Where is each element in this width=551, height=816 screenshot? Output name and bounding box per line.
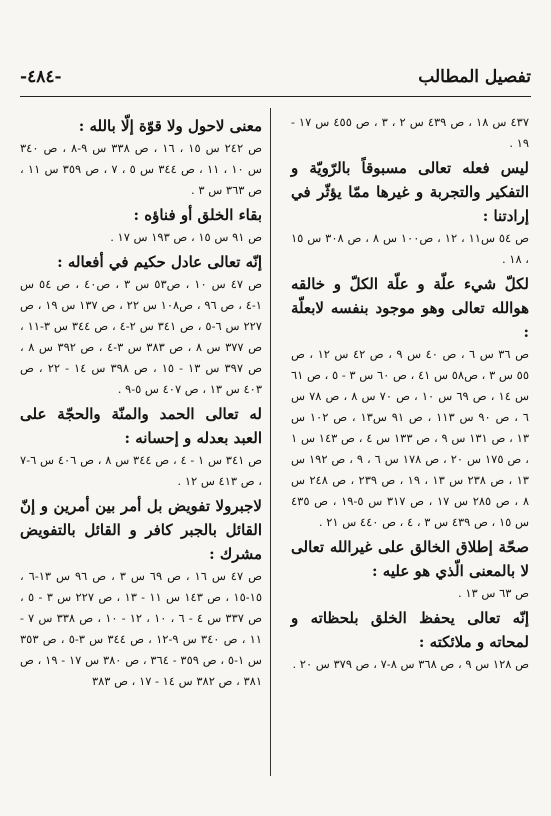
- page-references: ص ٥٤ س١١ ، ١٢ ، ص١٠٠ س ٨ ، ص ٣٠٨ س ١٥ ، ١٨ .: [291, 231, 529, 266]
- page-references: ٤٣٧ س ١٨ ، ص ٤٣٩ س ٢ ، ٣ ، ص ٤٥٥ س ١٧ - ١٩ .: [291, 115, 530, 150]
- page-references: ص ٣٦ س ٦ ، ص ٤٠ س ٩ ، ص ٤٢ س ١٢ ، ص ٥٥ س ٣ ، ص٥٨ س ٤١ ، ص ٦٠ س ٣ - ٥ ، ص ٦١ س ١٤ ، ص ٦٩ س ١٠ ، ص ٧٠ س ٨ ، ص ٧٨ س ٦ ، ص ٩٠ س ١١٣ ، ص ٩١ س١٣ ، ص ١٠٢ س ١٣ ، ص ١٣١ س ٩ ، ص ١٣٣ س ٤ ، ص ١٤٣ س ١ ، ص ١٧٥ س ٢٠ ، ص ١٧٨ س ٦ ، ٩ ، ص ١٩٢ س ١٣ ، ص ٢٣٨ س ١٣ ، ١٩ ، ص ٢٣٩ ، ص ٢٤٨ س ٨ ، ص ٢٨٥ س ١٧ ، ص ٣١٧ س ٥-١٩ ، ص ٤٣٥ س ١٥ ، ص ٤٣٩ س ٣ ، ٤ ، ص ٤٤٠ س ٢١ .: [291, 347, 530, 529]
- left-column: [20, 112, 262, 694]
- topic-heading: لكلّ شيء علّة و علّة الكلّ و خالقه هوالله تعالى وهو موجود بنفسه لابعلّة :: [291, 275, 529, 341]
- page-references: ص ٣٤١ س ١ - ٤ ، ص ٣٤٤ س ٨ ، ص ٤٠٦ س ٦-٧ ، ص ٤١٣ س ١٢ .: [20, 453, 262, 488]
- index-entry: [20, 114, 262, 201]
- topic-heading: إنّه تعالى عادل حكيم في أفعاله :: [57, 253, 262, 271]
- column-divider: [270, 108, 271, 776]
- header-rule: [20, 96, 531, 97]
- page-references: ص ٦٣ س ١٣ .: [458, 586, 529, 600]
- topic-heading: له تعالى الحمد والمنّة والحجّة على العبد بعدله و إحسانه :: [20, 405, 262, 447]
- page-references: ص ١٢٨ س ٩ ، ص ٣٦٨ س ٨-٧ ، ص ٣٧٩ س ٢٠ .: [292, 657, 529, 671]
- page-references: ص ٢٤٢ س ١٥ ، ١٦ ، ص ٣٣٨ س ٩-٨ ، ص ٣٤٠ س ١٠ ، ١١ ، ص ٣٤٤ س ٥ ، ٧ ، ص ٣٥٩ س ١١ ، ص ٣٦٣ س ٣ .: [20, 141, 262, 197]
- index-entry: [20, 203, 262, 248]
- index-entry: [291, 272, 529, 533]
- topic-heading: معنى لاحول ولا قوّة إلّا بالله :: [78, 117, 262, 135]
- page-header: [20, 60, 531, 94]
- page-number: -٤٨٤-: [20, 67, 62, 87]
- topic-heading: ليس فعله تعالى مسبوقاً بالرّويّة و التفكير والتجربة و غيرها ممّا يؤثّر في إرادتنا :: [291, 159, 529, 225]
- page-title: تفصيل المطالب: [418, 67, 531, 87]
- index-entry: [20, 494, 262, 692]
- page-references: ص ٤٧ س ١٠ ، ص٥٣ س ٣ ، ص٤٠ ، ص ٥٤ س ١-٤ ، ص ٩٦ ، ص١٠٨ س ٢٢ ، ص ١٣٧ س ١٩ ، ص ٢٢٧ س ٦-٥ ، ص ٣٤١ س ٢-٤ ، ص ٣٤٤ س ٣-١١ ، ص ٣٧٧ س ٨ ، ص ٣٨٣ س ٣-٤ ، ص ٣٩٢ س ٨ ، ص ٣٩٧ س ١٣ - ١٥ ، ص ٣٩٨ س ١٤ - ٢٢ ، ص ٤٠٣ س ١٣ ، ص ٤٠٧ س ٥-٩ .: [20, 277, 262, 396]
- index-entry: [291, 112, 529, 154]
- index-entry: [291, 156, 529, 270]
- index-entry: [20, 402, 262, 492]
- right-column: [291, 112, 529, 677]
- index-entry: [20, 250, 262, 400]
- topic-heading: إنّه تعالى يحفظ الخلق بلحظاته و لمحاته و ملائكته :: [291, 609, 529, 651]
- topic-heading: صحّة إطلاق الخالق على غيرالله تعالى لا بالمعنى الّذي هو عليه :: [291, 538, 529, 580]
- index-entry: [291, 535, 529, 604]
- topic-heading: بقاء الخلق أو فناؤه :: [133, 206, 262, 224]
- index-entry: [291, 606, 529, 675]
- page-references: ص ٩١ س ١٥ ، ص ١٩٣ س ١٧ .: [110, 230, 262, 244]
- topic-heading: لاجبرولا تفويض بل أمر بين أمرين و إنّ القائل بالجبر كافر و القائل بالتفويض مشرك :: [20, 497, 262, 563]
- page-references: ص ٤٧ س ١٦ ، ص ٦٩ س ٣ ، ص ٩٦ س ١٣-٦ ، ١٥-١٥ ، ص ١٤٣ س ١١ - ١٣ ، ص ٢٢٧ س ٣ - ٥ ، ص ٣٣٧ س ٤ - ٦ ، ١٠ ، ١٢ - ١٠ ، ص ٣٣٨ س ٧ - ١١ ، ص ٣٤٠ س ٩-١٢ ، ص ٣٤٤ س ٣-٥ ، ص ٣٥٣ س ١-٥ ، ص ٣٥٩ - ٣٦٤ ، ص ٣٨٠ س ١٧ - ١٩ ، ص ٣٨١ ، ص ٣٨٢ س ١٤ - ١٧ ، ص ٣٨٣: [20, 569, 262, 688]
